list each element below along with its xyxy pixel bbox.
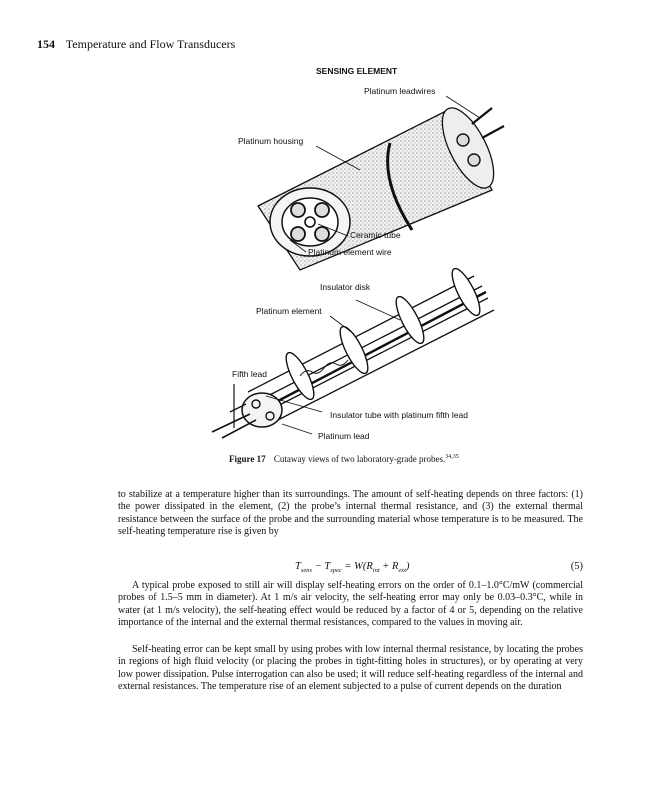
caption-text: Cutaway views of two laboratory-grade probes.: [273, 454, 446, 464]
paragraph-2-text: A typical probe exposed to still air will display self-heating errors on the order of 0.1–1.0°C/mW (commercial probes of 1.5–5 mm in diameter). At 1 m/s air velocity, the self-heating error may only be 0.03–0.3°C, while in water (at 1 m/s velocity), the self-heating effect would be reduced by a factor of 4 or 5, depending on the relative importance of the internal and the external thermal resistances, compared to the values in moving air.: [118, 580, 583, 629]
caption-refs: 34,35: [445, 454, 459, 460]
figure-caption: [229, 454, 459, 464]
running-title: Temperature and Flow Transducers: [65, 37, 236, 51]
label-platinum-element-wire: Platinum element wire: [308, 247, 392, 257]
label-insulator-tube: Insulator tube with platinum fifth lead: [330, 410, 468, 420]
label-platinum-lead: Platinum lead: [318, 431, 370, 441]
label-ceramic-tube: Ceramic tube: [350, 230, 401, 240]
figure-title: SENSING ELEMENT: [316, 66, 398, 76]
label-platinum-housing: Platinum housing: [238, 136, 304, 146]
paragraph-3: [118, 644, 583, 694]
equation-number: (5): [570, 561, 583, 572]
paragraph-1: [118, 489, 583, 539]
sensing-element-cylinder: [258, 101, 504, 270]
equation-expression: $T_{sens} - T_{spec} = W(R_{int} + R_{ext})$: [295, 561, 410, 575]
paragraph-3-text: Self-heating error can be kept small by using probes with low internal thermal resistance, by locating the probes in regions of high fluid velocity (or placing the probes in tight-fitting holes in structures), or by operating at very low power dissipation. Pulse interrogation can also be used; it will reduce self-heating regardless of the internal and external resistances. The temperature rise of an element subjected to a pulse of current depends on the duration: [118, 644, 583, 693]
label-fifth-lead: Fifth lead: [232, 369, 267, 379]
paragraph-2: [118, 580, 583, 630]
paragraph-1-text: to stabilize at a temperature higher than its surroundings. The amount of self-heating depends on three factors: (1) the power dissipated in the element, (2) the probe’s internal thermal resistance, and (3) the external thermal resistance between the surface of the probe and the surrounding material whose temperature is to be measured. The self-heating temperature rise is given by: [118, 489, 583, 538]
label-platinum-element: Platinum element: [256, 306, 322, 316]
label-insulator-disk: Insulator disk: [320, 282, 371, 292]
caption-label: Figure 17: [229, 454, 266, 464]
label-platinum-leadwires: Platinum leadwires: [364, 86, 436, 96]
page-number: 154: [37, 37, 55, 51]
